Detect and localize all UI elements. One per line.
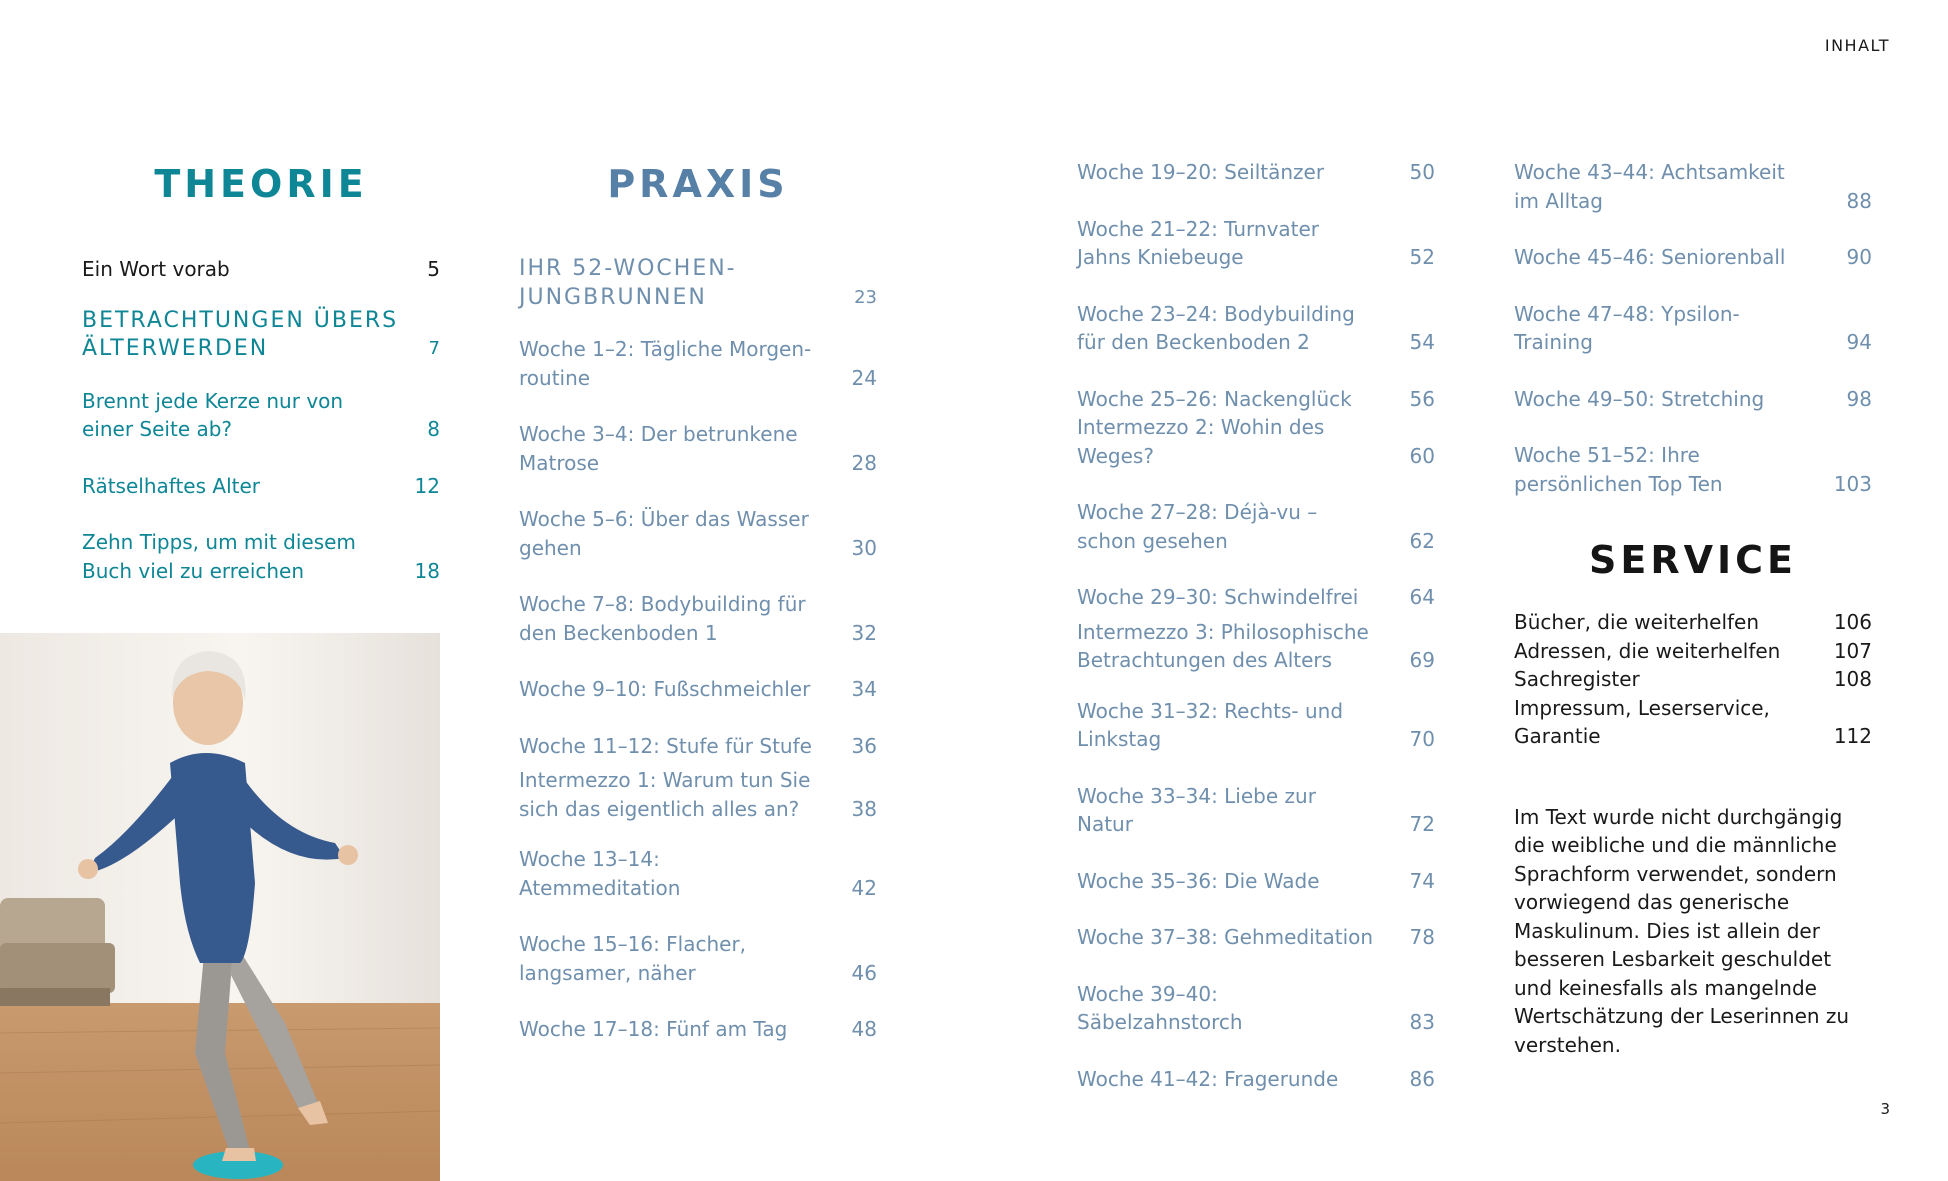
toc-entry-label: Zehn Tipps, um mit diesem Buch viel zu erreichen [82, 530, 356, 583]
toc-entry[interactable] [519, 590, 877, 647]
toc-entry[interactable] [519, 675, 877, 704]
toc-entry-page: 5 [427, 257, 440, 281]
toc-entry-page: 107 [1833, 638, 1872, 663]
toc-entry-label: Woche 43–44: Achtsamkeit im Alltag [1514, 160, 1785, 213]
section-title-praxis: PRAXIS [607, 162, 789, 206]
toc-entry-page: 78 [1409, 925, 1435, 949]
toc-entry-label: Brennt jede Kerze nur von einer Seite ab? [82, 388, 344, 441]
toc-entry[interactable] [82, 387, 440, 444]
toc-entry[interactable] [1077, 583, 1435, 612]
toc-entry-label: Woche 33–34: Liebe zur Natur [1077, 783, 1316, 836]
toc-entry-label: Woche 37–38: Gehmeditation [1077, 925, 1374, 949]
toc-entry[interactable] [82, 255, 440, 284]
toc-entry[interactable] [1077, 215, 1435, 272]
toc-entry-label: Woche 1–2: Tägliche Morgen-routine [519, 337, 812, 390]
toc-entry-label: Ein Wort vorab [82, 257, 230, 281]
toc-entry-page: 74 [1409, 868, 1435, 893]
toc-entry-page: 69 [1409, 648, 1435, 672]
toc-entry-label: Woche 39–40: Säbelzahnstorch [1077, 981, 1243, 1034]
toc-entry[interactable] [1514, 637, 1872, 666]
toc-entry-intermezzo[interactable] [1077, 413, 1435, 470]
toc-entry-page: 46 [851, 960, 877, 985]
toc-entry-page: 64 [1409, 585, 1435, 609]
toc-entry-intermezzo[interactable] [1077, 618, 1435, 675]
toc-entry-label: BETRACHTUNGEN ÜBERS ÄLTERWERDEN [82, 307, 399, 361]
toc-entry[interactable] [1514, 385, 1872, 414]
toc-entry-label: Woche 25–26: Nackenglück [1077, 386, 1352, 411]
toc-entry-page: 72 [1409, 812, 1435, 836]
toc-entry-page: 42 [851, 875, 877, 900]
toc-entry-page: 28 [851, 450, 877, 475]
toc-entry-page: 38 [851, 796, 877, 821]
toc-entry-page: 60 [1409, 443, 1435, 468]
toc-entry-page: 62 [1409, 528, 1435, 553]
toc-entry[interactable] [1077, 782, 1435, 839]
toc-entry-label: Woche 45–46: Seniorenball [1514, 245, 1786, 269]
toc-entry[interactable] [519, 335, 877, 392]
toc-entry-page: 48 [851, 1017, 877, 1041]
toc-entry-page: 70 [1409, 727, 1435, 751]
toc-entry-label: Woche 23–24: Bodybuilding für den Beckenboden 2 [1077, 301, 1355, 354]
toc-entry-label: Woche 51–52: Ihre persönlichen Top Ten [1514, 443, 1723, 496]
toc-entry-label: Woche 15–16: Flacher, langsamer, näher [519, 932, 747, 985]
toc-entry-page: 103 [1833, 471, 1872, 496]
toc-entry-label: Rätselhaftes Alter [82, 473, 260, 498]
toc-entry-page: 12 [414, 473, 440, 498]
toc-entry-page: 34 [851, 677, 877, 701]
toc-column-theorie [82, 160, 440, 585]
toc-entry[interactable] [1514, 694, 1872, 751]
toc-entry-label: Woche 5–6: Über das Wasser gehen [519, 507, 809, 560]
toc-entry[interactable] [519, 732, 877, 761]
toc-chapter-heading[interactable] [519, 255, 877, 312]
toc-entry[interactable] [1077, 498, 1435, 555]
toc-entry-page: 112 [1833, 724, 1872, 748]
toc-entry-page: 50 [1409, 160, 1435, 184]
toc-entry-label: Impressum, Leserservice, Garantie [1514, 695, 1770, 748]
toc-entry-page: 18 [414, 558, 440, 583]
toc-entry-page: 90 [1846, 245, 1872, 269]
toc-entry-label: Woche 31–32: Rechts- und Linkstag [1077, 698, 1344, 751]
toc-column-3 [1077, 158, 1435, 1093]
toc-entry-page: 108 [1833, 667, 1872, 691]
toc-column-praxis [519, 160, 877, 1044]
toc-entry-label: Woche 3–4: Der betrunkene Matrose [519, 422, 798, 475]
toc-entry[interactable] [519, 845, 877, 902]
toc-entry-label: Woche 35–36: Die Wade [1077, 868, 1320, 893]
toc-entry-intermezzo[interactable] [519, 766, 877, 823]
toc-entry[interactable] [519, 930, 877, 987]
toc-entry-page: 88 [1846, 188, 1872, 213]
toc-entry-label: Intermezzo 2: Wohin des Weges? [1077, 415, 1325, 468]
toc-entry[interactable] [1077, 158, 1435, 187]
toc-entry[interactable] [519, 1015, 877, 1044]
toc-entry-page: 94 [1846, 330, 1872, 354]
toc-entry[interactable] [1514, 243, 1872, 272]
toc-entry-label: Woche 17–18: Fünf am Tag [519, 1017, 788, 1041]
toc-entry[interactable] [1077, 697, 1435, 754]
toc-entry-page: 83 [1409, 1010, 1435, 1034]
senior-woman-exercising-photo [0, 633, 440, 1181]
toc-entry-label: Woche 27–28: Déjà-vu – schon gesehen [1077, 500, 1318, 553]
toc-entry[interactable] [519, 505, 877, 562]
toc-entry-label: Woche 29–30: Schwindelfrei [1077, 585, 1359, 609]
toc-entry[interactable] [1514, 441, 1872, 498]
toc-entry-label: Sachregister [1514, 667, 1640, 691]
toc-entry-label: Woche 47–48: Ypsilon-Training [1514, 301, 1740, 354]
toc-entry[interactable] [1077, 980, 1435, 1037]
toc-entry-page: 32 [851, 620, 877, 645]
toc-entry-label: Adressen, die weiterhelfen [1514, 638, 1781, 663]
toc-entry-page: 106 [1833, 610, 1872, 634]
toc-entry[interactable] [1514, 158, 1872, 215]
toc-entry-label: Woche 9–10: Fußschmeichler [519, 677, 811, 701]
toc-entry-label: Bücher, die weiterhelfen [1514, 610, 1760, 634]
toc-column-4 [1514, 158, 1872, 1059]
toc-entry[interactable] [1514, 665, 1872, 694]
toc-entry-label: IHR 52-WOCHEN-JUNGBRUNNEN [519, 256, 737, 310]
toc-entry[interactable] [1077, 923, 1435, 952]
toc-entry-page: 56 [1409, 386, 1435, 411]
toc-entry-label: Woche 11–12: Stufe für Stufe [519, 733, 812, 758]
toc-entry-page: 52 [1409, 245, 1435, 269]
toc-entry[interactable] [1077, 1065, 1435, 1094]
toc-entry[interactable] [1077, 867, 1435, 896]
toc-entry-label: Intermezzo 1: Warum tun Sie sich das eigentlich alles an? [519, 768, 811, 821]
toc-entry-label: Woche 13–14: Atemmeditation [519, 847, 681, 900]
toc-entry-page: 23 [854, 286, 877, 308]
section-title-theorie: THEORIE [154, 162, 368, 206]
toc-entry-label: Woche 21–22: Turnvater Jahns Kniebeuge [1077, 216, 1320, 269]
toc-entry-page: 8 [427, 417, 440, 441]
toc-entry[interactable] [519, 420, 877, 477]
toc-entry-label: Woche 7–8: Bodybuilding für den Beckenboden 1 [519, 592, 806, 645]
toc-entry-page: 98 [1846, 386, 1872, 411]
toc-entry[interactable] [82, 528, 440, 585]
toc-entry[interactable] [1077, 300, 1435, 357]
toc-entry-label: Woche 49–50: Stretching [1514, 386, 1765, 411]
toc-entry-page: 36 [851, 733, 877, 758]
section-title-service: SERVICE [1589, 538, 1797, 582]
toc-entry-page: 24 [851, 365, 877, 390]
toc-entry-page: 30 [851, 535, 877, 560]
gender-language-note: Im Text wurde nicht durchgängig die weibliche und die männliche Sprachform verwendet, sondern vorwiegend das generische Maskulinum. Dies ist allein der besseren Lesbarkeit geschuldet und keinesfalls als mangelnde Wertschätzung der Leserinnen zu verstehen. [1514, 804, 1850, 1057]
toc-entry[interactable] [1514, 300, 1872, 357]
toc-entry-label: Intermezzo 3: Philosophische Betrachtungen des Alters [1077, 619, 1369, 672]
toc-entry-page: 7 [428, 338, 440, 359]
toc-entry[interactable] [1077, 385, 1435, 414]
running-header: INHALT [1824, 36, 1890, 55]
toc-entry[interactable] [82, 472, 440, 501]
toc-entry-page: 54 [1409, 330, 1435, 354]
toc-entry-label: Woche 41–42: Fragerunde [1077, 1066, 1339, 1091]
toc-chapter-heading[interactable] [82, 307, 440, 364]
toc-entry-page: 86 [1409, 1066, 1435, 1091]
page-number: 3 [1880, 1100, 1890, 1118]
toc-entry-label: Woche 19–20: Seiltänzer [1077, 160, 1325, 184]
toc-entry[interactable] [1514, 608, 1872, 637]
